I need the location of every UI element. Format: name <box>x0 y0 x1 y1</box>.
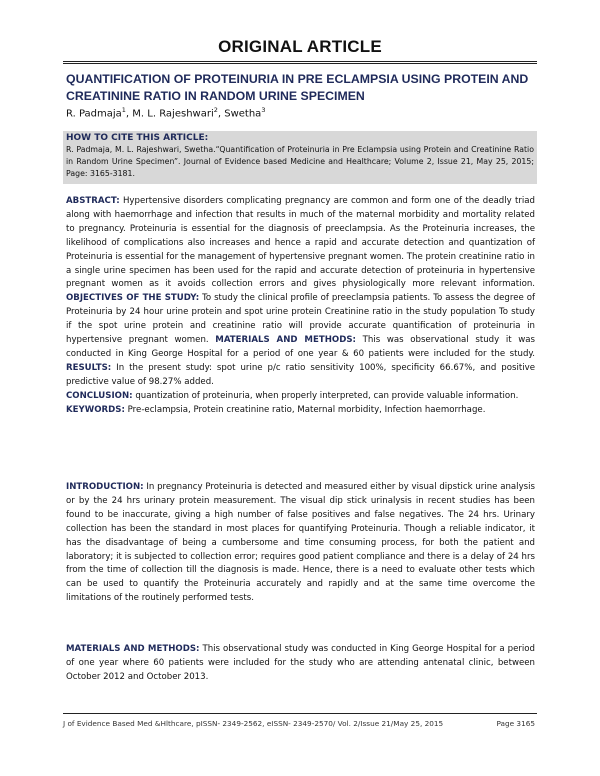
author-affiliation-mark: 2 <box>213 106 218 114</box>
citation-text: R. Padmaja, M. L. Rajeshwari, Swetha.“Quantification of Proteinuria in Pre Eclampsia using Protein and Creatinine Ratio in Random Urine Specimen”. Journal of Evidence based Medicine and Healthcare; Volume 2, Issue 21, May 25, 2015; Page: 3165-3181. <box>66 145 534 178</box>
citation-heading: HOW TO CITE THIS ARTICLE: <box>66 133 209 143</box>
keywords-text: Pre-eclampsia, Protein creatinine ratio, Maternal morbidity, Infection haemorrhage. <box>124 404 486 415</box>
materials-label: MATERIALS AND METHODS: <box>66 644 200 654</box>
objectives-label: OBJECTIVES OF THE STUDY: <box>66 293 200 304</box>
results-label: RESULTS: <box>66 362 112 373</box>
author-name: Swetha <box>224 108 262 120</box>
introduction-paragraph <box>66 481 535 606</box>
abstract-paragraph <box>66 195 535 418</box>
footer-journal-info: J of Evidence Based Med &Hlthcare, pISSN- 2349-2562, eISSN- 2349-2570/ Vol. 2/Issue 21/May 25, 2015 <box>63 719 444 728</box>
author-affiliation-mark: 3 <box>261 106 266 114</box>
introduction-label: INTRODUCTION: <box>66 482 144 492</box>
materials-paragraph <box>66 643 535 685</box>
author-name: M. L. Rajeshwari <box>132 108 214 120</box>
header-rule-top <box>63 61 537 62</box>
methods-label: MATERIALS AND METHODS: <box>215 335 356 346</box>
abstract-label: ABSTRACT: <box>66 196 120 206</box>
author-list: R. Padmaja$^1$, M. L. Rajeshwari$^2$, Swetha$^3$ <box>66 106 266 120</box>
conclusion-text: quantization of proteinuria, when properly interpreted, can provide valuable information. <box>132 390 519 401</box>
article-type-label: ORIGINAL ARTICLE <box>218 37 382 56</box>
footer-rule <box>63 713 537 714</box>
introduction-text: In pregnancy Proteinuria is detected and measured either by visual dipstick urine analysis or by the 24 hrs urinary protein measurement. The visual dip stick urinalysis in recent studies has been found to be inaccurate, giving a high number of false positives and false negatives. The 24 hrs. Urinary collection has been the standard in most places for quantifying Proteinuria. Though a reliable indicator, it has the disadvantage of being a cumbersome and time consuming process, for both the patient and laboratory; it is subjected to collection error; requires good patient compliance and there is a delay of 24 hrs from the time of collection till the diagnosis is made. Hence, there is a need to evaluate other tests which can be used to quantify the Proteinuria accurately and rapidly and at the same time overcome the limitations of the routinely performed tests. <box>66 482 535 604</box>
page-number: Page 3165 <box>496 719 535 728</box>
conclusion-label: CONCLUSION: <box>66 390 133 401</box>
paper-title: QUANTIFICATION OF PROTEINURIA IN PRE ECLAMPSIA USING PROTEIN AND CREATININE RATIO IN RANDOM URINE SPECIMEN <box>66 72 529 103</box>
materials-text: This observational study was conducted in King George Hospital for a period of one year where 60 patients were included for the study who are attending antenatal clinic, between October 2012 and October 2013. <box>66 644 536 682</box>
objectives-text: To study the clinical profile of preeclampsia patients. To assess the degree of Proteinuria by 24 hour urine protein and spot urine protein Creatinine ratio in the study population To study if the spot urine protein and creatinine ratio will provide accurate quantification of proteinuria in hypertensive pregnant women. <box>66 293 535 346</box>
methods-text: This was observational study it was conducted in King George Hospital for a period of one year & 60 patients were included for the study. <box>66 335 535 359</box>
author-name: R. Padmaja <box>66 108 122 120</box>
page-footer <box>63 719 537 729</box>
abstract-text: Hypertensive disorders complicating pregnancy are common and form one of the deadly triad along with haemorrhage and infection that results in much of the maternal morbidity and mortality related to pregnancy. Proteinuria is essential for the diagnosis of preeclampsia. As the Proteinuria increases, the likelihood of complications also increases and hence a rapid and accurate detection and quantization of Proteinuria is essential for the management of hypertensive pregnant women. The protein creatinine ratio in a single urine specimen has been used for the rapid and accurate detection of proteinuria in hypertensive pregnant women as it avoids collection errors and gives physiologically more relevant information. <box>66 196 535 290</box>
results-text: In the present study: spot urine p/c ratio sensitivity 100%, specificity 66.67%, and positive predictive value of 98.27% added. <box>66 362 535 387</box>
author-affiliation-mark: 1 <box>121 106 126 114</box>
keywords-label: KEYWORDS: <box>66 404 125 415</box>
header-rule-bottom <box>63 63 537 64</box>
